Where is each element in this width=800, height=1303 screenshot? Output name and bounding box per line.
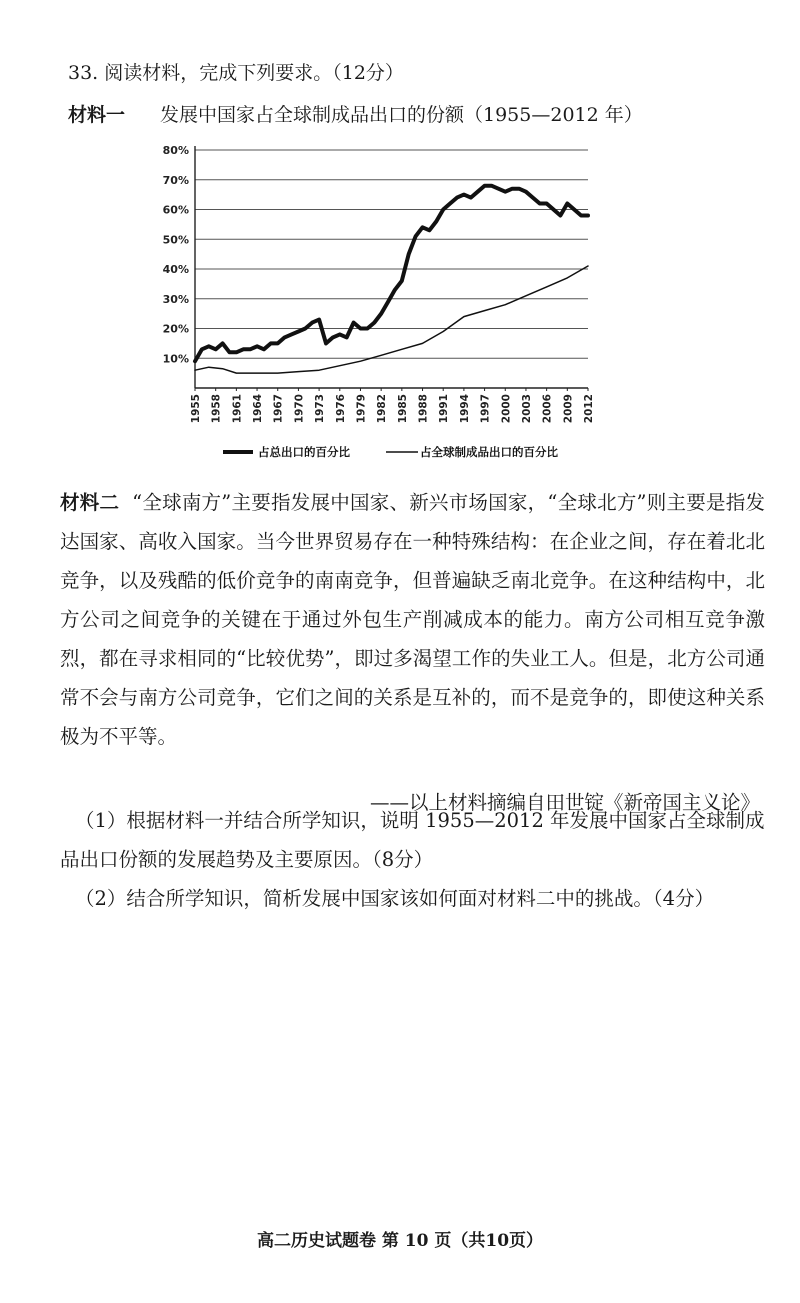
legend-label: 占总出口的百分比 [258,445,350,459]
x-tick-label: 1961 [231,394,244,424]
x-tick-label: 1991 [438,394,451,424]
legend-label: 占全球制成品出口的百分比 [420,445,558,459]
x-tick-label: 1955 [190,394,202,424]
y-tick-label: 60% [162,203,189,217]
question-title: 33. 阅读材料，完成下列要求。（12分） [68,62,404,84]
y-tick-label: 30% [162,292,189,306]
series-global-manufactured-line [195,266,588,373]
material-2-text: “全球南方”主要指发展中国家、新兴市场国家，“全球北方”则主要是指发达国家、高收入国家。当今世界贸易存在一种特殊结构：在企业之间，存在着北北竞争，以及残酷的低价竞争的南南竞争，但普遍缺乏南北竞争。在这种结构中，北方公司之间竞争的关键在于通过外包生产削减成本的能力。南方公司相互竞争激烈，都在寻求相同的“比较优势”，即过多渴望工作的失业工人。但是，北方公司通常不会与南方公司竞争，它们之间的关系是互补的，而不是竞争的，即使这种关系极为不平等。 [60,491,765,748]
question-2: （2）结合所学知识，简析发展中国家该如何面对材料二中的挑战。（4分） [75,887,715,910]
material-1-label: 材料一 [68,104,126,126]
chart-series [195,186,588,374]
y-tick-label: 50% [162,233,189,247]
x-tick-label: 2003 [520,394,533,424]
x-tick-label: 1997 [479,394,492,424]
x-tick-label: 1979 [355,394,368,424]
y-tick-label: 10% [162,352,189,366]
y-tick-label: 70% [162,173,189,187]
material-1-caption: 发展中国家占全球制成品出口的份额（1955—2012 年） [160,104,643,126]
material-2-label: 材料二 [60,491,120,514]
y-tick-label: 40% [162,263,189,276]
export-share-line-chart [148,140,608,470]
x-tick-label: 2000 [500,394,513,424]
x-tick-label: 1976 [334,394,347,424]
x-tick-label: 1964 [252,394,265,424]
x-tick-label: 1985 [396,394,409,424]
x-tick-label: 1958 [210,394,223,424]
x-tick-label: 1967 [272,394,285,424]
y-tick-label: 20% [162,322,189,336]
x-tick-labels [190,394,595,423]
x-tick-label: 1973 [314,394,327,424]
material-source: ——以上材料摘编自田世锭《新帝国主义论》 [369,791,760,814]
x-tick-label: 1988 [417,394,430,424]
x-tick-label: 1994 [458,394,471,424]
x-tick-label: 1970 [293,394,306,424]
series-total-exports-line [195,186,588,362]
x-tick-label: 2012 [583,394,595,424]
chart-grid [195,150,588,358]
x-tick-label: 2009 [562,394,575,424]
x-tick-label: 1982 [376,394,389,424]
y-tick-label: 80% [162,144,189,157]
page-footer: 高二历史试题卷 第 10 页（共10页） [256,1231,544,1251]
material-2-paragraph [60,483,765,756]
x-tick-label: 2006 [541,394,554,424]
chart-legend [223,445,558,459]
y-tick-labels [163,144,189,365]
question-1: （1）根据材料一并结合所学知识，说明 1955—2012 年发展中国家占全球制成品出口份额的发展趋势及主要原因。（8分） [60,809,765,871]
